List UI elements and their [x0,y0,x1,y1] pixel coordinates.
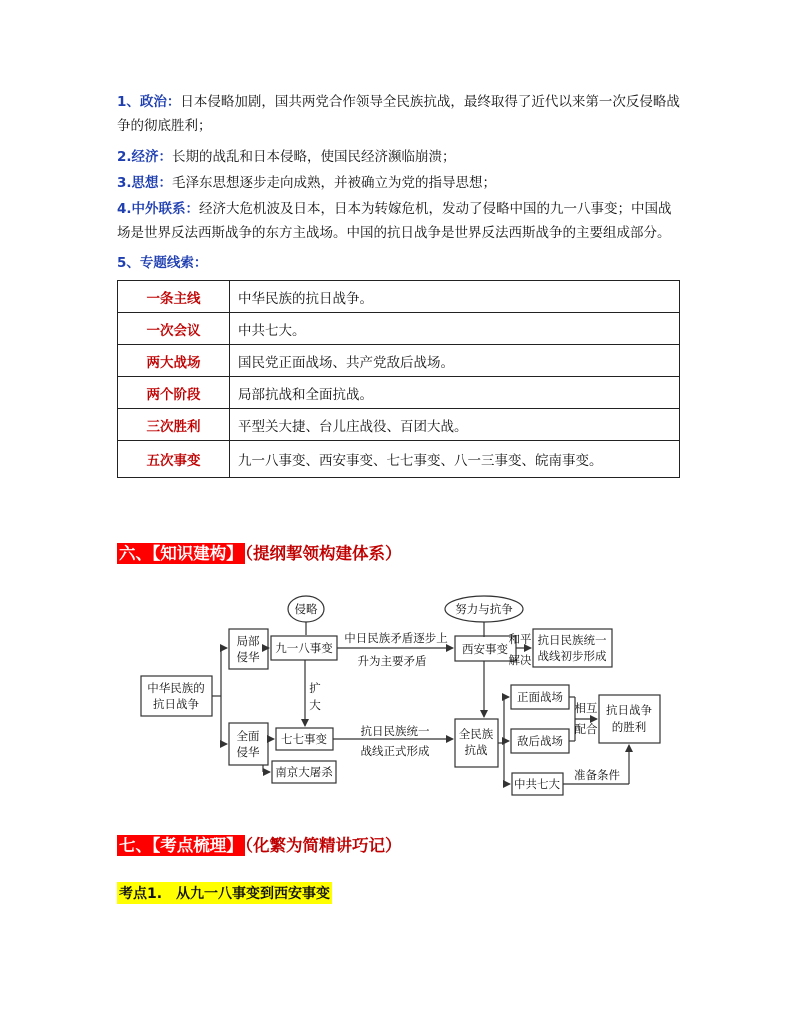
victory-text-1: 抗日战争 [606,703,652,717]
e77-text: 七七事变 [281,732,327,746]
victory-text-2: 的胜利 [611,720,647,734]
partial-text-2: 侵华 [236,650,260,664]
table-value: 平型关大捷、台儿庄战役、百团大战。 [230,409,680,441]
kaodian-heading: 考点1. 从九一八事变到西安事变 [117,882,332,904]
table-key: 三次胜利 [118,409,230,441]
front-initial-text-1: 抗日民族统一 [537,633,607,647]
table-value: 局部抗战和全面抗战。 [230,377,680,409]
front-formal-text-top: 抗日民族统一 [360,724,430,738]
section7-number-title [117,835,245,856]
struggle-text: 努力与抗争 [455,602,513,616]
expand-text-2: 大 [309,698,321,712]
topic-label: 5、专题线索： [117,255,208,271]
national-text-1: 全民族 [458,727,494,741]
rear-battle-text: 敌后战场 [517,734,563,748]
prepare-text: 准备条件 [574,768,620,782]
table-key: 五次事变 [118,441,230,478]
aggression-text: 侵略 [294,602,318,616]
thought-label: 3.思想： [117,175,173,191]
table-value: 中共七大。 [230,313,680,345]
foreign-text: 经济大危机波及日本，日本为转嫁危机，发动了侵略中国的九一八事变；中国战场是世界反法西斯战争的东方主战场。中国的抗日战争是世界反法西斯战争的主要组成部分。 [117,201,672,241]
total-text-1: 全面 [236,729,260,743]
economy-text: 长期的战乱和日本侵略，使国民经济濒临崩溃； [172,149,456,165]
contradiction-text-top: 中日民族矛盾逐步上 [344,631,448,645]
section7-title: 【考点梳理】 [152,836,243,855]
table-value: 国民党正面战场、共产党敌后战场。 [230,345,680,377]
nanjing-text: 南京大屠杀 [275,765,333,779]
expand-text-1: 扩 [309,681,321,695]
thought-text: 毛泽东思想逐步走向成熟，并被确立为党的指导思想； [172,175,497,191]
table-value: 九一八事变、西安事变、七七事变、八一三事变、皖南事变。 [230,441,680,478]
table-key: 两个阶段 [118,377,230,409]
politics-label: 1、政治： [117,94,181,110]
table-key: 一条主线 [118,281,230,313]
contradiction-text-bottom: 升为主要矛盾 [357,654,427,668]
peace-text-1: 和平 [508,632,532,646]
section7-subtitle: （化繁为简精讲巧记） [244,836,402,855]
politics-text: 日本侵略加剧，国共两党合作领导全民族抗战，最终取得了近代以来第一次反侵略战争的彻底胜利； [117,94,680,134]
table-key: 两大战场 [118,345,230,377]
total-text-2: 侵华 [236,745,260,759]
front-battle-text: 正面战场 [517,690,563,704]
peace-text-2: 解决 [508,653,532,667]
mutual-text-1: 相互 [574,701,598,715]
congress7-text: 中共七大 [514,777,560,791]
xian-text: 西安事变 [462,642,508,656]
mutual-text-2: 配合 [574,722,598,736]
partial-text-1: 局部 [236,634,260,648]
front-initial-text-2: 战线初步形成 [537,649,607,663]
e918-text: 九一八事变 [275,641,333,655]
section7-heading [117,832,402,856]
national-text-2: 抗战 [464,743,488,757]
root-text-1: 中华民族的 [147,681,205,695]
table-value: 中华民族的抗日战争。 [230,281,680,313]
section6-title: 【知识建构】 [152,544,243,563]
economy-label: 2.经济： [117,149,173,165]
foreign-label: 4.中外联系： [117,201,200,217]
front-formal-text-bottom: 战线正式形成 [360,744,430,758]
section6-subtitle: （提纲挈领构建体系） [244,544,402,563]
section6-number: 六、 [119,544,152,563]
root-text-2: 抗日战争 [153,697,199,711]
table-key: 一次会议 [118,313,230,345]
section7-number: 七、 [119,836,152,855]
